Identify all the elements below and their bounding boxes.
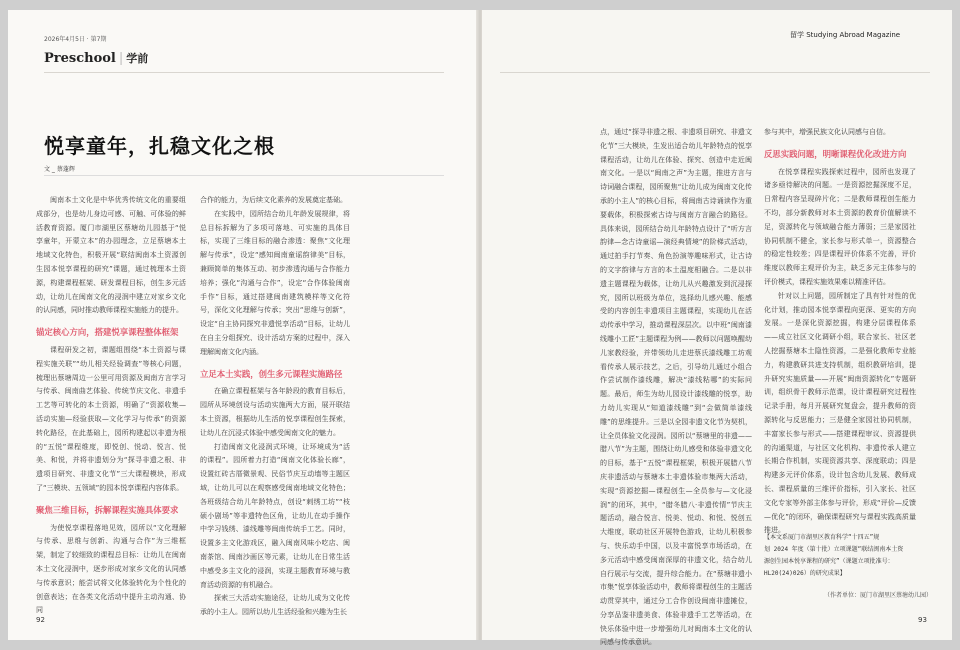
- right-column-1: [600, 126, 752, 647]
- left-page: [8, 10, 478, 640]
- body-paragraph: 探索三大活动实施途径，让幼儿成为文化传承的小主人。园所以幼儿生活经验和兴趣为生长: [200, 594, 350, 617]
- body-paragraph: 点，通过“探寻非遗之根、非遗项目研究、非遗文化节”三大模块，生发出适合幼儿年龄特点的悦享课程活动，让幼儿在体验、探究、创造中走近闽南文化。一是以“闽南之声”为主题，推进方言与诗词融合课程，园所聚焦“让幼儿成为闽南文化传承的小主人”的核心目标，将闽南古诗诵读作为重要载体，积极探索古诗与闽南方言融合的路径。具体来说，园所结合幼儿年龄特点设计了“听方言韵律—念古诗童谣—演经典情境”的阶梯式活动，通过拍手打节奏、角色扮演等趣味形式，让古诗的文字韵律与方言的本土温度相融合。二是以非遗主题课程为载体，让幼儿从兴趣激发到沉浸探究，园所以班级为单位，选择幼儿感兴趣、能感受的内容创生非遗项目主题课程，实现幼儿在活动传承中学习，推动课程深层次。以中班“闽南漆线雕小工匠”主题课程为例——教师以问题唤醒幼儿家教经验，并带领幼儿走进蔡氏漆线雕工坊观看传承人展示技艺，之后，引导幼儿通过小组合作尝试制作漆线雕，解决“漆线粘哪”的实际问题。最后，师生为幼儿园设计漆线雕的悦享，助力幼儿实现从“知道漆线雕”到“会做简单漆线雕”的思维提升。三是以全园非遗文化节为契机，让全员体验文化浸润。园所以“蔡塘里的非遗——腊八节”为主题，围绕让幼儿感受和体验非遗文化的目标，基于“五悦”课程框架，积极开展腊八节庆非遗活动与蔡塘本土非遗体验市集两大活动，实现“资源挖掘—课程创生—全员参与—文化浸润”的闭环，其中，“腊冬腊八·非遗传情”节庆主题活动，融合悦言、悦美、悦动、和悦、悦创五大维度，联动社区开展特色游戏，让幼儿积极参与、快乐动手中国，以及丰富悦享市场活动，在多元活动中感受闽南深厚的非遗文化，结合幼儿自行展示与交流，提升综合能力。在“蔡塘非遗小市集”悦享体验活动中，教师将课程创生的主题活动贯穿其中，通过分工合作创设闽南非遗摊位，分享品鉴非遗美食、体验非遗手工艺等活动，在快乐体验中进一步增强幼儿对闽南本土文化的认同感与传承意识。: [600, 128, 752, 647]
- header-rule: [500, 72, 930, 73]
- byline: 文 _ 蔡蓬辉: [44, 166, 75, 173]
- body-paragraph: 针对以上问题，园所制定了具有针对性的优化计划，推动园本悦享课程向更深、更实的方向发展。一是深化资源挖掘，构建分层课程体系——成立社区文化调研小组，联合家长、社区老人挖掘蔡塘本土隐性资源，二是强化教师专业能力，构建教研共进支持机制，组织教研培训，提升研究实施质量——开展“闽南资源转化”专题研训，组织骨干教师示范课，设计课程研究过程性记录手册，每月开展研究复盘会，提升教师的资源转化与反思能力；三是健全家园社协同机制，丰富家长参与形式——搭建课程审议、资源提供的沟通渠道，与社区文化机构、非遗传承人建立长期合作机制，实现资源共享、深度联动；四是构建多元评价体系，设计包含幼儿发展、教师成长、课程质量的三维评价指标，引入家长、社区文化专家等外部主体参与评价，形成“评价—反馈—优化”的闭环，确保课程研究与课程实践高质量推进。: [764, 291, 916, 535]
- body-paragraph: 在实践中，园所结合幼儿年龄发展规律，将总目标拆解为了多项可落地、可实施的具体目标，实现了三维目标的融合渗透：聚焦“文化理解与传承”，设定“感知闽南童谣韵律美”目标，兼顾简单的集体互动、初步渗透沟通与合作能力培养；强化“沟通与合作”，设定“合作体验闽南手作”目标，通过搭建闽南建筑模样等文化符号，深化文化理解与传承；突出“思维与创新”，设定“自主协同探究非遗悦享活动”目标，让幼儿在自主分组探究、设计活动方案的过程中，深入理解闽南文化内涵。: [200, 209, 350, 356]
- title-rule: [44, 175, 444, 176]
- intro-paragraph: 闽南本土文化是中华优秀传统文化的重要组成部分，也是幼儿身边可感、可触、可体验的鲜活教育资源。厦门市湖里区蔡塘幼儿园基于“悦享童年，开蒙立本”的办园理念，立足蔡塘本土地域文化特色，积极开展“联结闽南本土资源创生园本悦享课程的研究”课题，通过梳理本土资源，构建课程框架、研发课程目标，创生多元活动，让幼儿在闽南文化的浸润中建立对家乡文化的认同感，同时推动教师课程实施能力的提升。: [36, 196, 186, 315]
- left-column-1: [36, 194, 186, 618]
- section-label: [44, 50, 148, 66]
- body-paragraph: 课程研发之初，课题组围绕“本土资源与课程实施关联”“幼儿相关经验调查”等核心问题，梳理出蔡塘周边一公里可用资源及闽南方言学习与传承、闽南曲艺体验、传统节庆文化、非遗手工艺等可转化的本土资源，明确了“资源收集—活动实施—经验获取—文化学习与传承”的资源转化路径，在此基础上，园所构建起以非遗为根的“五悦”课程维度，即悦创、悦动、悦言、悦美、和悦，并将非遗划分为“探寻非遗之根、非遗项目研究、非遗文化节”三大课程模块，形成了“三模块、五领域”的园本悦享课程内容体系。: [36, 345, 186, 492]
- body-paragraph: 为使悦享课程落地见效，园所以“文化理解与传承、思维与创新、沟通与合作”为三维框架，制定了较细致的课程总目标：让幼儿在闽南本土文化浸润中，逐步形成对家乡文化的认同感与传承意识；能尝试将文化体验转化为个性化的创意表达；在各类文化活动中提升主动沟通、协同: [36, 523, 186, 615]
- page-number-right: 93: [918, 616, 927, 624]
- section-heading: 反思实践问题，明晰课程优化改进方向: [764, 148, 907, 159]
- section-heading: 立足本土实践，创生多元课程实施路径: [200, 368, 343, 379]
- note-line: 划 2024 年度（第十批）立项课题“联结闽南本土资: [764, 546, 904, 553]
- body-paragraph: 参与其中，增强民族文化认同感与自信。: [764, 128, 890, 136]
- body-paragraph: 打造闽南文化浸润式环境，让环境成为“活的课程”。园所着力打造“闽南文化体验长廊”，设置红砖古厝微景观、民俗节庆互动墙等主题区域，让幼儿可以在观察感受闽南地域文化特色；各班级结合幼儿年龄特点，创设“刺绣工坊”“枝硕小剧场”等非遗特色区角，让幼儿在动手操作中学习钱绣、漆线雕等闽南传统手工艺。同时，设置多主文化游戏区，融入闽南风味小吃店、闽南茶馆、闽南沙画区等元素，让幼儿在日常生活中感受多主文化的浸润，实现主题教育环境与教育活动资源的有机融合。: [200, 442, 350, 589]
- section-heading: 聚焦三维目标，拆解课程实施具体要求: [36, 504, 179, 515]
- left-column-2: [200, 194, 350, 620]
- body-paragraph: 合作的能力，为后续文化素养的发展奠定基础。: [200, 196, 347, 204]
- header-rule: [44, 72, 444, 73]
- project-note: [764, 532, 932, 580]
- section-heading: 锚定核心方向，搭建悦享课程整体框架: [36, 327, 179, 338]
- author-affiliation: （作者单位：厦门市湖里区蔡塘幼儿园）: [823, 592, 932, 599]
- note-line: HL20(24)026）的研究成果】: [764, 570, 846, 577]
- section-divider: |: [118, 51, 124, 66]
- note-line: 源创生园本悦享课程的研究”（课题立项批准号：: [764, 558, 894, 565]
- article-title: 悦享童年，扎稳文化之根: [44, 134, 275, 158]
- section-en: Preschool: [44, 51, 116, 66]
- body-paragraph: 在悦享课程实践探索过程中，园所也发现了诸多亟待解决的问题。一是资源挖掘深度不足，日常程内容呈现碎片化；二是教师课程创生能力不均，部分新教师对本土资源的教育价值解读不足，资源转化与领域融合能力薄弱；三是家园社协同机制不健全，家长参与形式单一，资源整合的稳定性较差；四是课程评价体系不完善，评价维度以教师主观评价为主，缺乏多元主体参与的评价模式，课程实施效果难以精准评估。: [764, 167, 916, 286]
- header-date: 2026年4月5日 · 第7期: [44, 36, 107, 43]
- body-paragraph: 在确立课程框架与各年龄段的教育目标后，园所从环境创设与活动实施两大方面，展开联结本土资源，根据幼儿生活的悦享课程创生探索，让幼儿在沉浸式体验中感受闽南文化的魅力。: [200, 387, 350, 437]
- magazine-title: 留学 Studying Abroad Magazine: [790, 31, 901, 39]
- page-number-left: 92: [36, 616, 45, 624]
- right-column-2: [764, 126, 916, 538]
- note-line: 【本文系厦门市湖里区教育科学“十四五”规: [764, 534, 880, 541]
- section-cn: 学前: [126, 52, 149, 65]
